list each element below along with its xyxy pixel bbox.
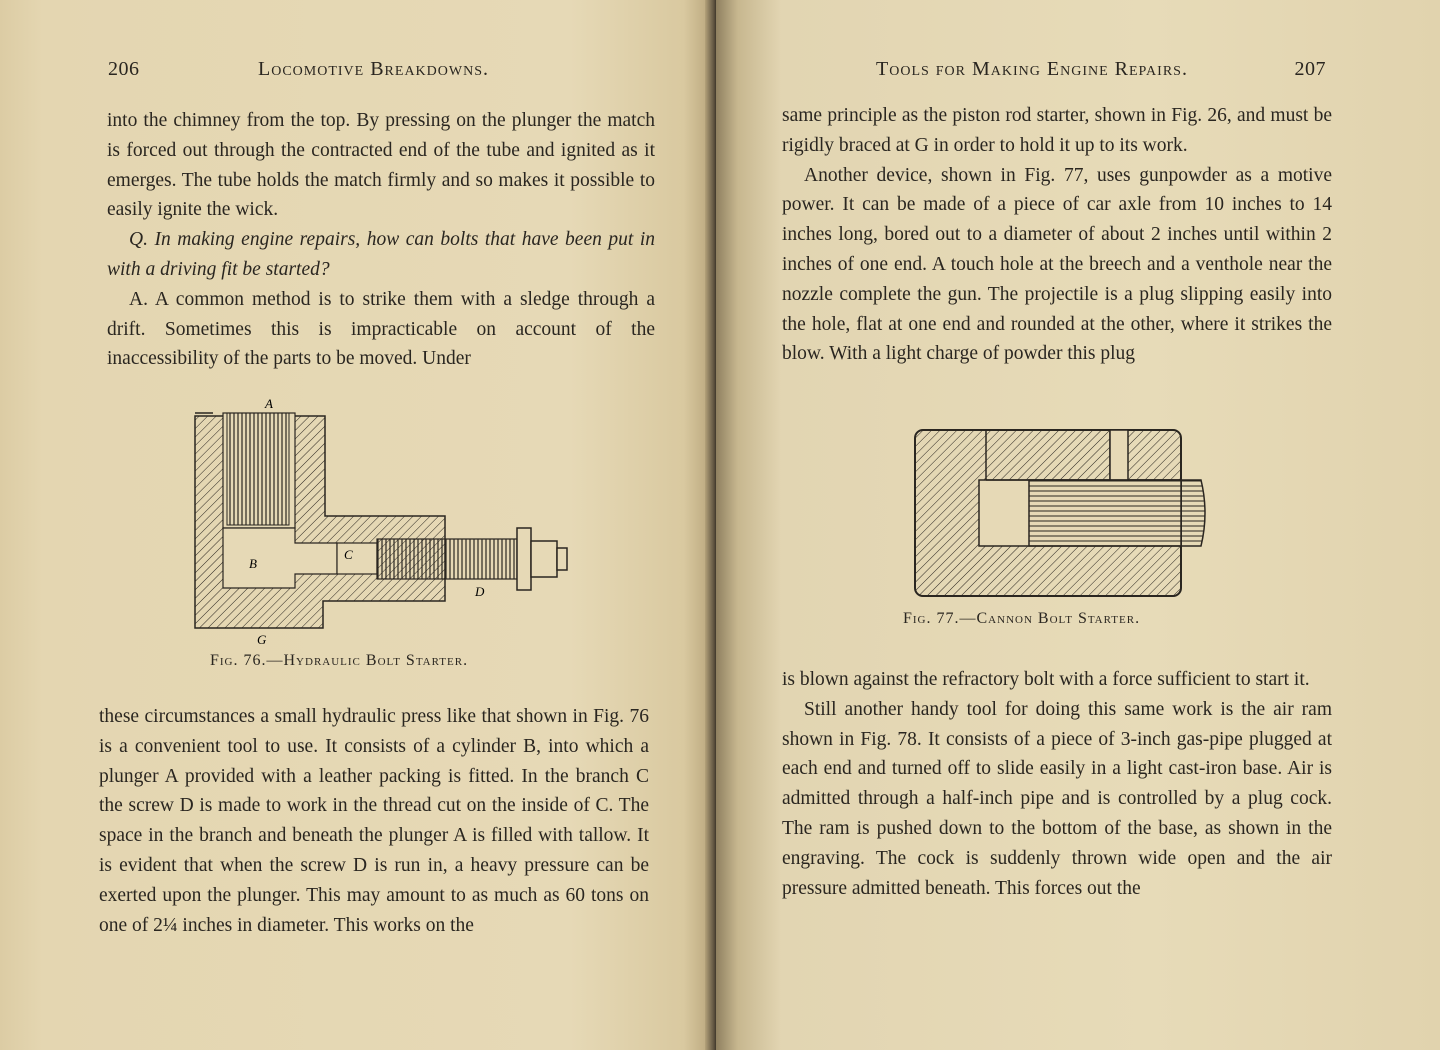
- label-b: B: [249, 556, 257, 571]
- label-d: D: [475, 584, 485, 599]
- label-g: G: [257, 632, 267, 646]
- left-header: [108, 58, 668, 81]
- label-c: C: [344, 547, 353, 562]
- left-bottom-text: [99, 702, 649, 940]
- left-page-number: 206: [108, 58, 140, 80]
- right-running-head: Tools for Making Engine Repairs.: [876, 58, 1188, 80]
- right-page: [716, 0, 1440, 1050]
- figure-77-caption: Fig. 77.—Cannon Bolt Starter.: [903, 610, 1141, 627]
- right-bottom-text: [782, 665, 1332, 903]
- left-running-head: Locomotive Breakdowns.: [258, 58, 489, 80]
- paragraph: is blown against the refractory bolt with a force sufficient to start it.: [782, 669, 1310, 690]
- paragraph: into the chimney from the top. By pressing on the plunger the match is forced out through the contracted end of the tube and ignited as it emerges. The tube holds the match firmly and so makes it possible to easily ignite the wick.: [107, 110, 655, 221]
- figure-76-caption: Fig. 76.—Hydraulic Bolt Starter.: [210, 652, 469, 669]
- label-a: A: [265, 396, 273, 411]
- right-header: [876, 58, 1346, 81]
- right-top-text: [782, 101, 1332, 369]
- paragraph: Another device, shown in Fig. 77, uses gunpowder as a motive power. It can be made of a piece of car axle from 10 inches to 14 inches long, bored out to a diameter of about 2 inches until within 2 inches of one end. A touch hole at the breech and a venthole near the nozzle complete the gun. The projectile is a plug slipping easily into the hole, flat at one end and rounded at the other, where it strikes the blow. With a light charge of powder this plug: [782, 164, 1332, 365]
- cannon-bolt-starter-figure: [911, 425, 1211, 603]
- paragraph: Still another handy tool for doing this same work is the air ram shown in Fig. 78. It consists of a piece of 3-inch gas-pipe plugged at each end and turned off to slide easily in a light cast-iron base. Air is admitted through a half-inch pipe and is controlled by a plug cock. The ram is pushed down to the bottom of the base, as shown in the engraving. The cock is suddenly thrown wide open and the air pressure admitted beneath. This forces out the: [782, 698, 1332, 899]
- paragraph: same principle as the piston rod starter, shown in Fig. 26, and must be rigidly braced at G in order to hold it up to its work.: [782, 105, 1332, 156]
- left-top-text: [107, 106, 655, 374]
- left-page: [0, 0, 712, 1050]
- answer-paragraph: A. A common method is to strike them with a sledge through a drift. Sometimes this is impracticable on account of the inaccessibility of the parts to be moved. Under: [107, 288, 655, 370]
- hydraulic-bolt-starter-figure: [185, 396, 580, 646]
- right-page-number: 207: [1294, 58, 1326, 80]
- paragraph: these circumstances a small hydraulic press like that shown in Fig. 76 is a convenient tool to use. It consists of a cylinder B, into which a plunger A provided with a leather packing is fitted. In the branch C the screw D is made to work in the thread cut on the inside of C. The space in the branch and beneath the plunger A is filled with tallow. It is evident that when the screw D is run in, a heavy pressure can be exerted upon the plunger. This may amount to as much as 60 tons on one of 2¼ inches in diameter. This works on the: [99, 706, 649, 936]
- question-paragraph: Q. In making engine repairs, how can bolts that have been put in with a driving fit be started?: [107, 229, 655, 280]
